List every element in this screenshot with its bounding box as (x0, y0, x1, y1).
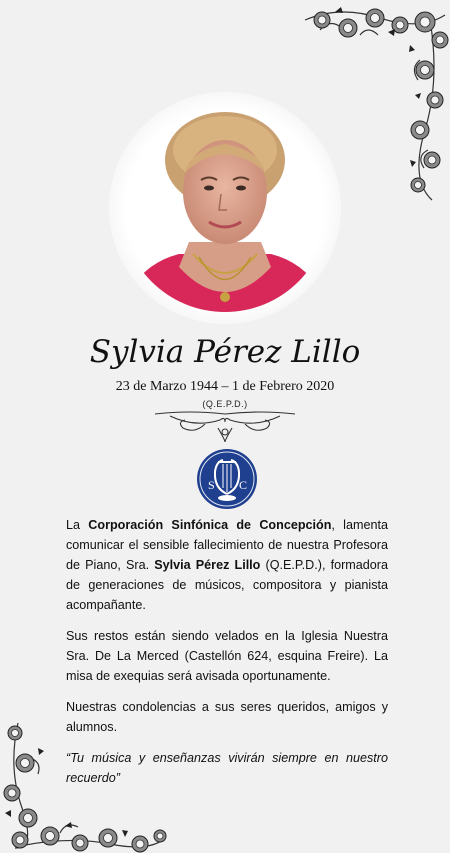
memorial-quote: “Tu música y enseñanzas vivirán siempre en nuestro recuerdo” (66, 751, 388, 785)
text-segment: (Q.E.P.D.), formadora de generaciones de músicos, compositora y pianista acompañante. (66, 558, 388, 612)
paragraph-condolences: Nuestras condolencias a sus seres queridos, amigos y alumnos. (66, 700, 388, 734)
paragraph-announcement (66, 515, 388, 615)
ornamental-flourish-icon (150, 406, 300, 446)
text-segment: , lamenta comunicar el sensible fallecimiento de nuestra Profesora de Piano, Sra. (66, 518, 388, 572)
deceased-name-inline: Sylvia Pérez Lillo (154, 558, 261, 572)
logo-letter-c: C (239, 478, 248, 492)
announcement-text (66, 515, 388, 799)
portrait-photo (109, 92, 341, 324)
orchestra-logo-icon (196, 448, 258, 510)
deceased-name: Sylvia Pérez Lillo (89, 334, 361, 370)
logo-letter-s: S (208, 478, 215, 492)
qepd-label: (Q.E.P.D.) (202, 399, 248, 409)
organization-name: Corporación Sinfónica de Concepción (88, 518, 332, 532)
paragraph-wake-info: Sus restos están siendo velados en la Iglesia Nuestra Sra. De La Merced (Castellón 624, esquina Freire). La misa de exequias será avisada oportunamente. (66, 629, 388, 683)
life-dates: 23 de Marzo 1944 – 1 de Febrero 2020 (115, 379, 335, 394)
text-segment: La (66, 518, 89, 532)
